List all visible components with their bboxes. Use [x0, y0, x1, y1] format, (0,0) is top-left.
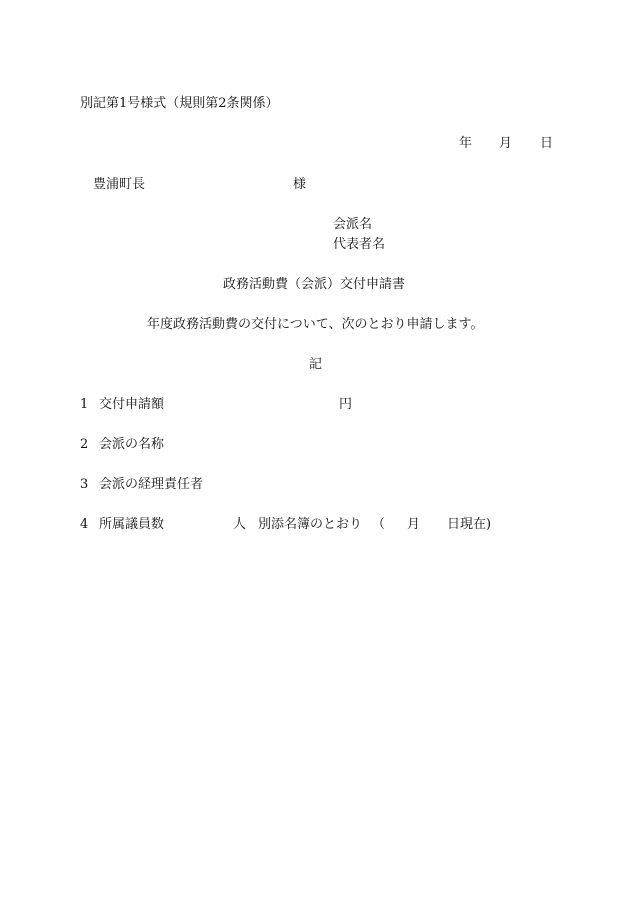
document-title: 政務活動費（会派）交付申請書 [223, 277, 406, 292]
date-day-label: 日 [540, 136, 554, 151]
representative-name-label: 代表者名 [333, 237, 386, 252]
form-number-label: 別記第1号様式（規則第2条関係） [80, 96, 279, 111]
item-3-number: 3 [80, 477, 89, 492]
item-1-unit: 円 [339, 397, 353, 412]
date-year-label: 年 [459, 136, 473, 151]
ki-heading: 記 [309, 357, 323, 372]
item-1-number: 1 [80, 397, 89, 412]
item-4-number: 4 [80, 517, 89, 532]
item-1-label: 交付申請額 [99, 397, 165, 412]
item-4-unit: 人 [233, 517, 247, 532]
item-2-number: 2 [80, 437, 89, 452]
faction-name-label: 会派名 [333, 217, 373, 232]
addressee-honorific: 様 [293, 177, 307, 192]
item-4-month: 月 [407, 517, 421, 532]
item-4-open-paren: （ [372, 517, 386, 532]
item-4-label: 所属議員数 [99, 517, 165, 532]
intro-sentence: 年度政務活動費の交付について、次のとおり申請します。 [147, 317, 484, 332]
item-3-label: 会派の経理責任者 [99, 477, 204, 492]
item-4-reference: 別添名簿のとおり [258, 517, 363, 532]
item-2-label: 会派の名称 [99, 437, 165, 452]
addressee-name: 豊浦町長 [93, 177, 146, 192]
item-4-as-of: 日現在) [447, 517, 492, 532]
date-month-label: 月 [499, 136, 513, 151]
